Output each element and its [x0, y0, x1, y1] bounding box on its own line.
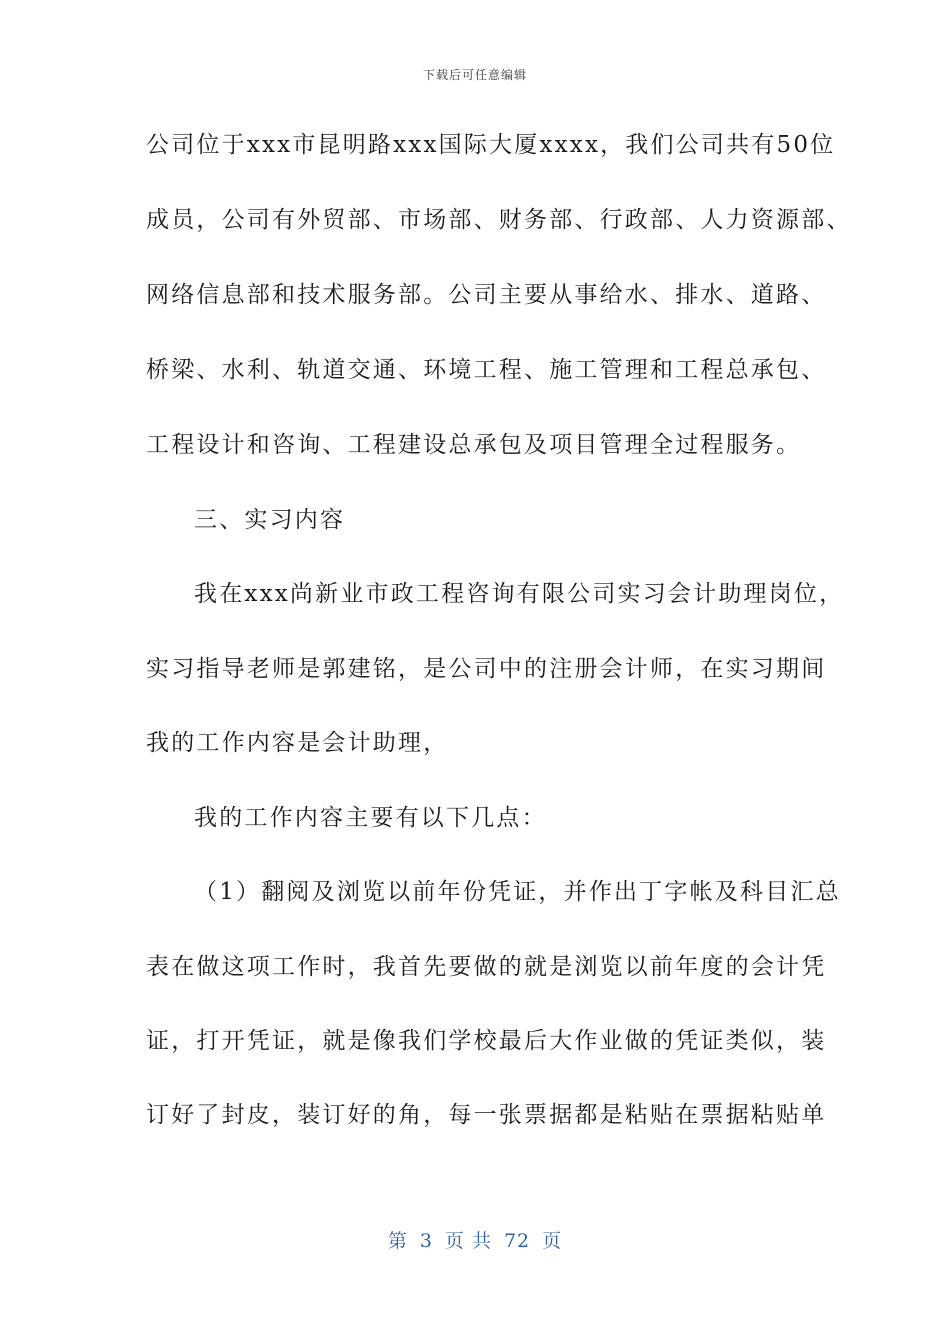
section-heading: 三、实习内容	[194, 507, 346, 533]
body-line: 公司位于xxx市昆明路xxx国际大厦xxxx，我们公司共有50位	[146, 132, 836, 158]
body-line: 证，打开凭证，就是像我们学校最后大作业做的凭证类似，装	[146, 1028, 827, 1054]
body-line: 我的工作内容是会计助理，	[146, 730, 449, 756]
body-line: 我在xxx尚新业市政工程咨询有限公司实习会计助理岗位，	[194, 581, 845, 607]
page-number: 3	[419, 1230, 433, 1252]
page-label-prefix: 第	[387, 1230, 408, 1252]
body-line: 网络信息部和技术服务部。公司主要从事给水、排水、道路、	[146, 282, 827, 308]
total-pages: 72	[503, 1230, 531, 1252]
body-line: 表在做这项工作时，我首先要做的就是浏览以前年度的会计凭	[146, 954, 827, 980]
page-label-mid: 页 共	[444, 1230, 492, 1252]
page-footer	[0, 1226, 950, 1253]
body-line: 订好了封皮，装订好的角，每一张票据都是粘贴在票据粘贴单	[146, 1102, 827, 1128]
body-line: 成员，公司有外贸部、市场部、财务部、行政部、人力资源部、	[146, 207, 852, 233]
page-label-suffix: 页	[542, 1230, 563, 1252]
body-line: 桥梁、水利、轨道交通、环境工程、施工管理和工程总承包、	[146, 357, 827, 383]
body-line: 我的工作内容主要有以下几点：	[194, 805, 547, 831]
list-item: （1）翻阅及浏览以前年份凭证，并作出丁字帐及科目汇总	[194, 879, 841, 905]
body-line: 实习指导老师是郭建铭，是公司中的注册会计师，在实习期间	[146, 656, 827, 682]
page-header-note: 下载后可任意编辑	[422, 68, 527, 82]
body-line: 工程设计和咨询、工程建设总承包及项目管理全过程服务。	[146, 432, 802, 458]
